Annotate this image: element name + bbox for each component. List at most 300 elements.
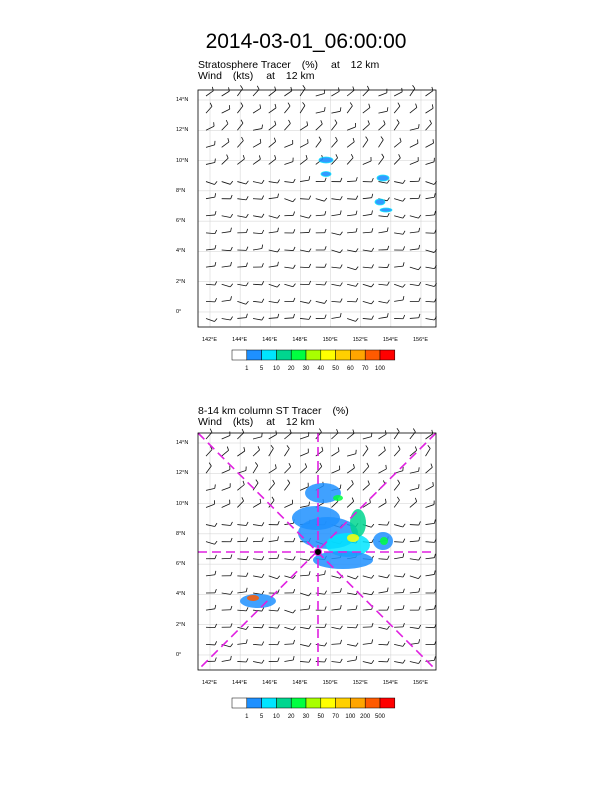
colorbar-box xyxy=(321,350,336,360)
lon-label: 154°E xyxy=(382,337,398,343)
wind-barb-flag xyxy=(434,656,435,660)
wind-barb xyxy=(331,265,342,269)
wind-barb xyxy=(426,501,435,508)
wind-barb xyxy=(394,138,401,148)
map-panel-top xyxy=(198,85,437,327)
wind-barb xyxy=(394,103,400,113)
wind-barb xyxy=(269,464,277,473)
wind-barb-shaft xyxy=(222,470,230,474)
wind-barb-shaft xyxy=(284,504,292,508)
wind-barb-shaft xyxy=(426,318,435,320)
colorbar-label: 30 xyxy=(302,714,310,720)
wind-barb-shaft xyxy=(363,232,372,233)
wind-barb xyxy=(222,181,233,184)
wind-barb-flag xyxy=(242,497,244,501)
wind-barb xyxy=(347,154,353,164)
wind-barb-shaft xyxy=(378,124,385,130)
wind-barb-flag xyxy=(386,465,387,469)
wind-barb-shaft xyxy=(347,454,356,456)
wind-barb-shaft xyxy=(347,158,353,165)
wind-barb xyxy=(394,589,404,593)
wind-barb xyxy=(316,281,327,285)
wind-barb-flag xyxy=(325,229,326,233)
wind-barb-flag xyxy=(278,194,279,198)
wind-barb-flag xyxy=(369,104,370,108)
colorbar-bottom xyxy=(232,698,395,708)
wind-barb xyxy=(347,267,358,270)
wind-barb-shaft xyxy=(269,125,276,131)
wind-barb-flag xyxy=(289,463,291,467)
wind-barb xyxy=(253,139,261,147)
wind-barb-shaft xyxy=(363,661,372,663)
wind-barb-flag xyxy=(278,658,279,662)
colorbar-label: 70 xyxy=(332,714,339,720)
wind-barb-flag xyxy=(419,588,420,592)
wind-barb-shaft xyxy=(316,574,325,576)
wind-barb-flag xyxy=(246,607,248,611)
wind-barb-flag xyxy=(246,301,249,304)
colorbar-box xyxy=(321,698,336,708)
wind-barb-flag xyxy=(293,556,295,560)
wind-barb xyxy=(284,429,291,439)
wind-barb-shaft xyxy=(426,542,435,543)
wind-barb xyxy=(378,556,389,560)
wind-barb-shaft xyxy=(269,108,276,113)
wind-barb xyxy=(410,85,415,96)
wind-barb-shaft xyxy=(331,91,339,96)
wind-barb-flag xyxy=(293,211,294,215)
wind-barb-flag xyxy=(215,298,217,302)
wind-barb xyxy=(410,467,419,473)
wind-barb-flag xyxy=(274,138,275,142)
lon-label: 154°E xyxy=(382,680,398,686)
wind-barb-shaft xyxy=(237,216,246,218)
wind-barb xyxy=(331,299,342,303)
wind-barb-flag xyxy=(231,228,232,232)
wind-barb xyxy=(253,660,264,663)
wind-barb-flag xyxy=(340,626,342,629)
wind-barb-flag xyxy=(340,485,341,489)
top-wind-at: at xyxy=(266,70,275,82)
wind-barb xyxy=(316,198,327,201)
wind-barb-flag xyxy=(384,447,385,451)
wind-barb-flag xyxy=(339,87,340,91)
wind-barb-shaft xyxy=(237,501,243,507)
wind-barb-flag xyxy=(387,575,389,578)
wind-barb-shaft xyxy=(284,267,293,268)
wind-barb-shaft xyxy=(222,504,230,508)
wind-barb xyxy=(363,194,373,199)
wind-barb-flag xyxy=(231,522,233,526)
wind-barb-shaft xyxy=(347,267,356,270)
wind-barb-flag xyxy=(372,178,374,182)
wind-barb-shaft xyxy=(300,318,309,319)
wind-barb-shaft xyxy=(378,644,387,645)
wind-barb-shaft xyxy=(410,216,419,218)
lat-label: 8°N xyxy=(176,187,186,194)
wind-barb-flag xyxy=(356,298,358,302)
wind-barb-flag xyxy=(372,623,373,627)
wind-barb-shaft xyxy=(426,467,433,473)
wind-barb xyxy=(363,264,374,268)
wind-barb-shaft xyxy=(331,111,340,113)
wind-barb xyxy=(331,178,341,182)
wind-barb-flag xyxy=(246,247,248,251)
wind-barb-flag xyxy=(325,300,327,303)
wind-barb-shaft xyxy=(300,125,308,130)
wind-barb-flag xyxy=(398,480,400,483)
wind-barb xyxy=(410,298,420,302)
wind-barb xyxy=(410,228,420,233)
wind-barb xyxy=(222,591,233,594)
wind-barb-flag xyxy=(278,536,279,540)
wind-barb xyxy=(284,211,294,215)
wind-barb-shaft xyxy=(331,123,337,130)
wind-barb xyxy=(378,499,386,508)
wind-barb-flag xyxy=(403,605,404,609)
wind-barb xyxy=(284,103,290,113)
wind-barb-shaft xyxy=(222,91,230,96)
wind-barb-shaft xyxy=(206,575,215,576)
wind-barb-shaft xyxy=(426,505,435,508)
wind-barb-shaft xyxy=(331,214,340,215)
wind-barb-flag xyxy=(387,641,389,645)
wind-barb-flag xyxy=(352,498,354,502)
wind-barb xyxy=(269,87,276,96)
wind-barb-shaft xyxy=(222,450,229,456)
wind-barb-flag xyxy=(321,120,323,124)
wind-barb-shaft xyxy=(237,592,246,593)
wind-barb xyxy=(253,230,264,234)
wind-barb xyxy=(300,102,305,113)
wind-barb-flag xyxy=(288,103,290,106)
wind-barb-shaft xyxy=(284,144,292,147)
wind-barb-shaft xyxy=(331,609,340,610)
wind-barb xyxy=(206,484,215,490)
colorbar-label: 50 xyxy=(317,714,325,720)
wind-barb-flag xyxy=(262,263,263,267)
bottom-field-name: 8-14 km column ST Tracer xyxy=(198,405,322,417)
wind-barb-flag xyxy=(242,429,244,433)
wind-barb-flag xyxy=(309,643,311,646)
colorbar-box xyxy=(350,350,365,360)
wind-barb-shaft xyxy=(394,92,402,96)
wind-barb-shaft xyxy=(284,123,290,130)
wind-barb xyxy=(363,575,374,578)
wind-barb-shaft xyxy=(394,609,403,610)
wind-barb xyxy=(237,301,248,304)
wind-barb-flag xyxy=(340,210,341,214)
wind-barb-shaft xyxy=(222,284,231,287)
wind-barb-shaft xyxy=(347,215,356,216)
wind-barb xyxy=(222,138,229,147)
wind-barb-flag xyxy=(215,211,216,215)
wind-barb xyxy=(347,102,352,113)
wind-barb xyxy=(206,429,212,439)
wind-barb-shaft xyxy=(237,182,246,184)
wind-barb-flag xyxy=(309,300,311,303)
wind-barb-shaft xyxy=(347,318,356,321)
wind-barb xyxy=(237,556,248,560)
wind-barb xyxy=(222,195,232,199)
wind-barb-shaft xyxy=(378,434,386,439)
wind-barb xyxy=(300,449,308,457)
wind-barb-shaft xyxy=(269,448,274,456)
wind-barb-flag xyxy=(309,502,310,506)
wind-barb-shaft xyxy=(300,436,309,439)
wind-barb-shaft xyxy=(331,576,340,578)
wind-barb xyxy=(347,430,354,439)
wind-barb-flag xyxy=(309,215,311,218)
wind-barb-shaft xyxy=(363,108,370,114)
wind-barb xyxy=(316,624,326,628)
wind-barb-flag xyxy=(210,429,212,433)
wind-barb-flag xyxy=(240,85,242,88)
wind-barb-shaft xyxy=(316,140,321,147)
wind-barb-shaft xyxy=(426,284,435,286)
wind-barb-shaft xyxy=(363,301,372,304)
wind-barb-flag xyxy=(387,282,389,286)
wind-barb xyxy=(237,181,248,184)
wind-barb xyxy=(347,177,357,181)
wind-barb xyxy=(300,557,311,560)
wind-barb xyxy=(206,281,217,285)
wind-barb-shaft xyxy=(237,525,246,526)
wind-barb xyxy=(426,211,436,216)
wind-barb-shaft xyxy=(394,500,399,507)
wind-barb xyxy=(363,316,374,320)
wind-barb-flag xyxy=(431,464,432,468)
wind-barb-flag xyxy=(231,296,232,300)
wind-barb xyxy=(394,198,405,201)
wind-barb xyxy=(222,555,232,559)
wind-barb-flag xyxy=(303,102,305,105)
wind-barb-flag xyxy=(246,639,247,643)
wind-barb-flag xyxy=(325,107,326,111)
wind-barb-shaft xyxy=(316,451,323,456)
wind-barb-shaft xyxy=(363,267,372,268)
wind-barb-shaft xyxy=(426,215,435,216)
wind-barb-shaft xyxy=(410,488,419,490)
wind-barb-shaft xyxy=(426,143,434,147)
wind-barb-flag xyxy=(215,589,216,593)
wind-barb-flag xyxy=(356,283,358,286)
wind-barb-shaft xyxy=(253,129,262,131)
wind-barb-flag xyxy=(287,445,289,448)
wind-barb-flag xyxy=(262,125,263,129)
wind-barb-flag xyxy=(387,626,389,629)
wind-barb-flag xyxy=(256,480,258,483)
wind-barb-flag xyxy=(419,639,420,643)
wind-barb-shaft xyxy=(426,448,431,456)
wind-barb-shaft xyxy=(347,433,354,439)
wind-barb xyxy=(347,196,358,200)
wind-barb-flag xyxy=(419,298,420,302)
wind-barb-shaft xyxy=(253,644,262,645)
wind-barb-flag xyxy=(366,445,368,448)
colorbar-box xyxy=(291,698,306,708)
wind-barb xyxy=(206,103,212,113)
wind-barb-shaft xyxy=(410,502,417,508)
wind-barb-flag xyxy=(340,605,341,609)
wind-barb-shaft xyxy=(331,317,340,318)
wind-barb-flag xyxy=(262,180,264,183)
wind-barb-flag xyxy=(372,248,374,251)
wind-barb xyxy=(363,137,368,148)
wind-barb-flag xyxy=(227,155,229,159)
wind-barb xyxy=(394,180,405,183)
wind-barb xyxy=(253,196,264,200)
wind-barb-flag xyxy=(337,429,338,433)
wind-barb-flag xyxy=(366,137,368,140)
wind-barb-flag xyxy=(278,589,279,593)
wind-barb xyxy=(378,246,388,250)
wind-barb-shaft xyxy=(394,284,402,287)
wind-barb-shaft xyxy=(410,249,419,250)
wind-barb-shaft xyxy=(410,541,419,542)
wind-barb-shaft xyxy=(363,214,372,215)
wind-barb xyxy=(284,463,290,473)
wind-barb-flag xyxy=(325,591,327,595)
wind-barb-shaft xyxy=(347,106,352,113)
wind-barb-flag xyxy=(215,245,216,249)
wind-barb-flag xyxy=(325,570,326,574)
wind-barb xyxy=(284,640,294,644)
wind-barb-shaft xyxy=(206,644,215,645)
wind-barb xyxy=(253,537,263,541)
wind-barb-shaft xyxy=(206,197,215,199)
wind-barb-flag xyxy=(228,138,229,142)
wind-barb-shaft xyxy=(237,661,246,662)
wind-barb xyxy=(222,247,233,251)
wind-barb-flag xyxy=(246,626,248,629)
wind-barb xyxy=(331,137,337,147)
wind-barb xyxy=(410,498,417,508)
tracer-patch xyxy=(350,509,366,537)
wind-barb-shaft xyxy=(426,124,432,131)
wind-barb-shaft xyxy=(347,90,354,96)
wind-barb xyxy=(378,430,386,439)
wind-barb xyxy=(363,660,374,663)
wind-barb xyxy=(222,447,229,457)
wind-barb xyxy=(316,315,326,319)
wind-barb xyxy=(394,246,404,250)
wind-barb xyxy=(222,214,233,217)
wind-barb xyxy=(363,463,369,473)
wind-barb-shaft xyxy=(378,111,387,113)
wind-barb-flag xyxy=(372,194,373,198)
wind-barb xyxy=(316,90,325,96)
wind-barb-shaft xyxy=(394,449,400,456)
wind-barb-shaft xyxy=(426,91,433,96)
wind-barb-shaft xyxy=(222,142,229,147)
wind-barb-shaft xyxy=(363,609,372,610)
wind-barb-shaft xyxy=(237,159,244,165)
wind-barb-shaft xyxy=(363,643,372,644)
wind-barb-shaft xyxy=(222,109,230,113)
wind-barb-flag xyxy=(356,318,359,321)
lon-label: 144°E xyxy=(232,680,248,686)
wind-barb xyxy=(222,317,233,320)
wind-barb-shaft xyxy=(269,434,277,439)
wind-barb-flag xyxy=(340,232,342,235)
tracer-patch xyxy=(247,595,259,601)
wind-barb xyxy=(378,465,386,473)
wind-barb-flag xyxy=(278,641,280,645)
wind-barb-flag xyxy=(384,120,385,124)
wind-barb-shaft xyxy=(300,143,308,147)
wind-barb xyxy=(378,300,389,303)
wind-barb-shaft xyxy=(410,284,419,285)
wind-barb xyxy=(331,87,339,96)
wind-barb xyxy=(347,656,357,661)
wind-barb-shaft xyxy=(206,284,215,285)
wind-barb-flag xyxy=(371,524,373,527)
wind-barb xyxy=(347,298,358,302)
wind-barb-flag xyxy=(246,573,248,577)
wind-barb xyxy=(237,481,244,491)
wind-barb xyxy=(253,642,264,646)
wind-barb-flag xyxy=(325,281,327,285)
wind-barb xyxy=(206,589,216,593)
wind-barb-flag xyxy=(434,520,435,524)
wind-barb-flag xyxy=(430,120,432,124)
colorbar-box xyxy=(306,698,321,708)
wind-barb-shaft xyxy=(206,301,215,302)
wind-barb xyxy=(331,605,341,610)
wind-barb xyxy=(331,120,337,131)
wind-barb-flag xyxy=(398,446,400,450)
wind-barb-flag xyxy=(419,660,421,663)
wind-barb xyxy=(284,627,295,630)
wind-barb xyxy=(253,433,262,439)
wind-barb xyxy=(253,180,264,183)
wind-barb xyxy=(394,605,404,610)
wind-barb xyxy=(284,314,294,318)
wind-barb-shaft xyxy=(394,233,403,234)
wind-barb-flag xyxy=(387,198,389,201)
wind-barb-flag xyxy=(293,610,296,613)
wind-barb-flag xyxy=(231,606,232,610)
wind-barb-flag xyxy=(367,463,369,467)
wind-barb xyxy=(253,263,263,267)
wind-barb-flag xyxy=(293,298,295,302)
top-field-name: Stratosphere Tracer xyxy=(198,59,291,71)
wind-barb xyxy=(284,298,295,302)
wind-barb-shaft xyxy=(394,199,403,202)
wind-barb-shaft xyxy=(347,468,354,473)
wind-barb-flag xyxy=(309,659,311,663)
wind-barb xyxy=(378,447,385,457)
wind-barb-shaft xyxy=(300,453,308,457)
wind-barb-flag xyxy=(226,120,228,124)
wind-barb-shaft xyxy=(284,182,293,183)
wind-barb-shaft xyxy=(378,525,387,526)
wind-barb-shaft xyxy=(300,159,307,164)
wind-barb-shaft xyxy=(237,559,246,560)
wind-barb-shaft xyxy=(206,542,215,545)
colorbar-label: 30 xyxy=(302,366,310,372)
wind-barb-flag xyxy=(419,228,420,232)
wind-barb-flag xyxy=(257,86,259,90)
wind-barb xyxy=(269,480,275,490)
wind-barb-flag xyxy=(356,228,357,232)
wind-barb-flag xyxy=(278,228,279,232)
wind-barb-flag xyxy=(246,556,248,560)
wind-barb xyxy=(222,155,229,165)
wind-barb-shaft xyxy=(300,180,309,181)
wind-barb-flag xyxy=(413,85,415,88)
